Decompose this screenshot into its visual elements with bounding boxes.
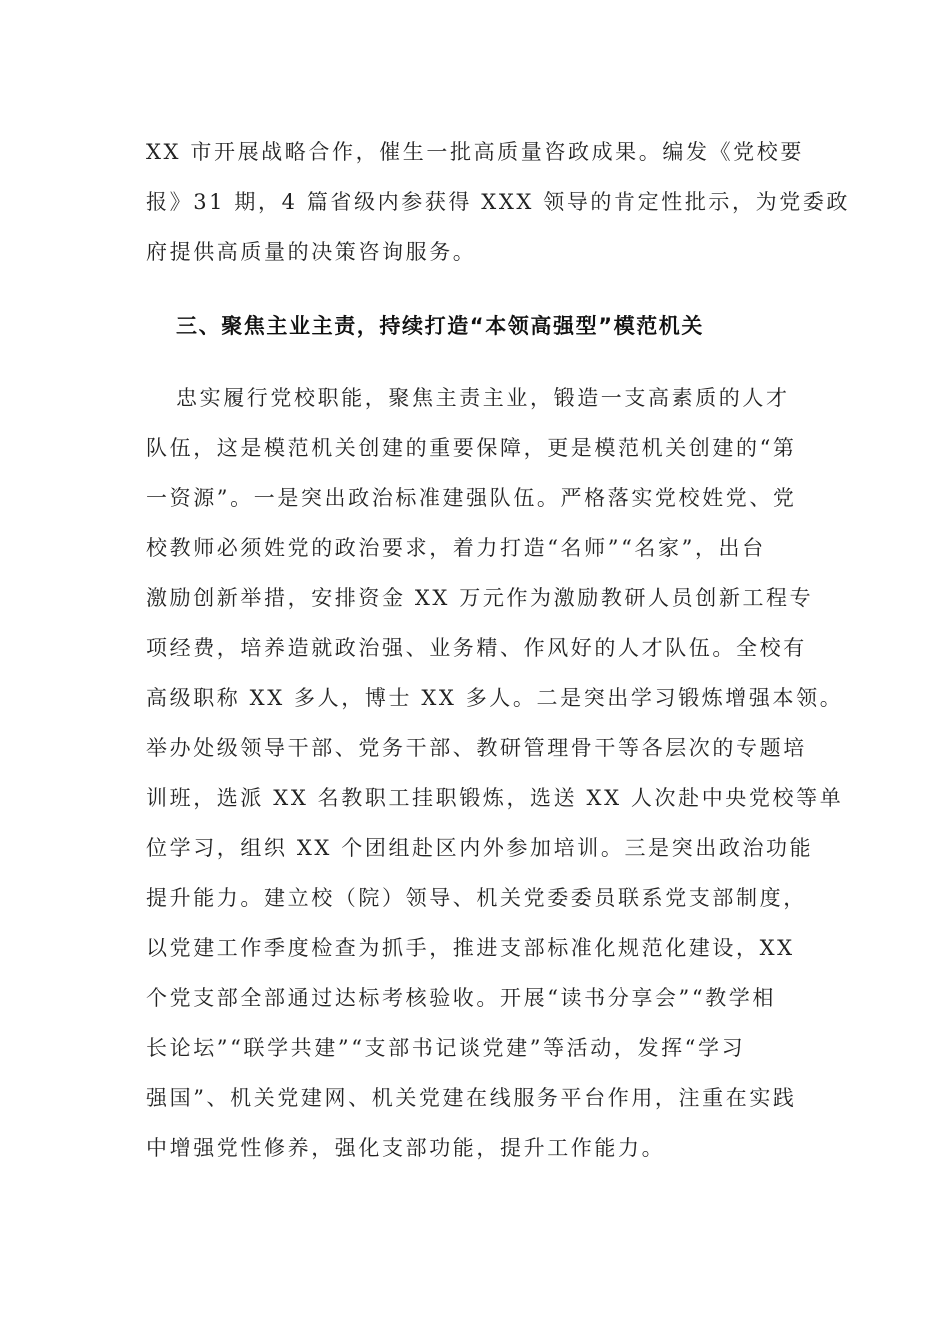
text-line: 激励创新举措，安排资金 XX 万元作为激励教研人员创新工程专	[146, 586, 814, 610]
text-line: 长论坛”“联学共建”“支部书记谈党建”等活动，发挥“学习	[146, 1036, 746, 1060]
text-line: 高级职称 XX 多人，博士 XX 多人。二是突出学习锻炼增强本领。	[146, 686, 844, 710]
text-line: 个党支部全部通过达标考核验收。开展“读书分享会”“教学相	[146, 986, 777, 1010]
text-line: 报》31 期，4 篇省级内参获得 XXX 领导的肯定性批示，为党委政	[146, 190, 851, 214]
text-line: 位学习，组织 XX 个团组赴区内外参加培训。三是突出政治功能	[146, 836, 814, 860]
section-heading: 三、聚焦主业主责，持续打造“本领高强型”模范机关	[176, 314, 705, 338]
text-line: 提升能力。建立校（院）领导、机关党委委员联系党支部制度，	[146, 886, 807, 910]
text-line: XX 市开展战略合作，催生一批高质量咨政成果。编发《党校要	[146, 140, 804, 164]
text-line: 校教师必须姓党的政治要求，着力打造“名师”“名家”，出台	[146, 536, 766, 560]
text-line: 中增强党性修养，强化支部功能，提升工作能力。	[146, 1136, 666, 1160]
text-line: 府提供高质量的决策咨询服务。	[146, 240, 477, 264]
text-line: 举办处级领导干部、党务干部、教研管理骨干等各层次的专题培	[146, 736, 807, 760]
text-line: 以党建工作季度检查为抓手，推进支部标准化规范化建设，XX	[146, 936, 795, 960]
paragraph-continuation	[146, 134, 851, 284]
text-line: 一资源”。一是突出政治标准建强队伍。严格落实党校姓党、党	[146, 486, 797, 510]
text-line: 强国”、机关党建网、机关党建在线服务平台作用，注重在实践	[146, 1086, 797, 1110]
paragraph-body	[146, 380, 844, 1180]
text-line: 忠实履行党校职能，聚焦主责主业，锻造一支高素质的人才	[176, 386, 790, 410]
text-line: 项经费，培养造就政治强、业务精、作风好的人才队伍。全校有	[146, 636, 807, 660]
text-line: 队伍，这是模范机关创建的重要保障，更是模范机关创建的“第	[146, 436, 797, 460]
text-line: 训班，选派 XX 名教职工挂职锻炼，选送 XX 人次赴中央党校等单	[146, 786, 844, 810]
